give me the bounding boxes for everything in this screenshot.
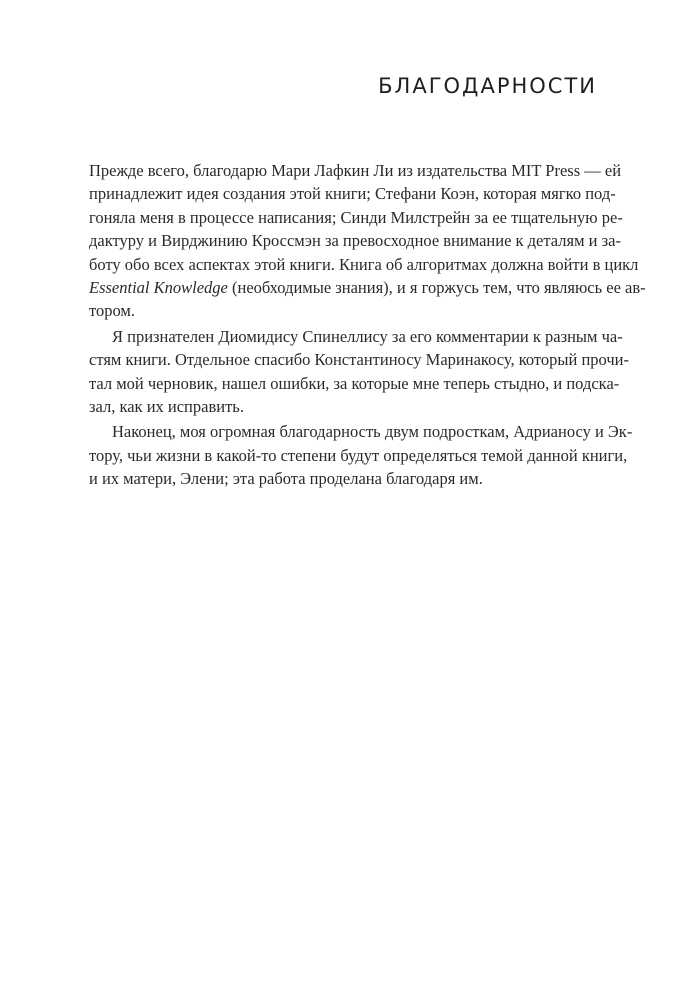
text-line-rest: (необходимые знания), и я горжусь тем, что являюсь ее ав- — [227, 277, 646, 297]
series-title: Essential Knowledge — [89, 277, 228, 297]
text-line: стям книги. Отдельное спасибо Константиносу Маринакосу, который прочи- — [89, 350, 629, 370]
text-line: и их матери, Элени; эта работа проделана благодаря им. — [89, 469, 483, 489]
text-line: тал мой черновик, нашел ошибки, за которые мне теперь стыдно, и подска- — [89, 373, 620, 393]
text-line: тору, чьи жизни в какой-то степени будут определяться темой данной книги, — [89, 445, 628, 465]
text-line: Я признателен Диомидису Спинеллису за его комментарии к разным ча- — [112, 326, 623, 346]
text-line: Наконец, моя огромная благодарность двум подросткам, Адрианосу и Эк- — [112, 422, 633, 442]
text-line: зал, как их исправить. — [89, 396, 244, 416]
text-line: принадлежит идея создания этой книги; Стефани Коэн, которая мягко под- — [89, 184, 616, 204]
paragraph-2 — [89, 325, 629, 419]
text-line: гоняла меня в процессе написания; Синди Милстрейн за ее тщательную ре- — [89, 207, 623, 227]
acknowledgements-text — [89, 159, 646, 490]
text-line: тором. — [89, 301, 135, 321]
text-line: Прежде всего, благодарю Мари Лафкин Ли из издательства MIT Press — ей — [89, 161, 622, 180]
page-title: БЛАГОДАРНОСТИ — [378, 74, 597, 98]
paragraph-1 — [89, 159, 646, 323]
text-line: дактуру и Вирджинию Кроссмэн за превосходное внимание к деталям и за- — [89, 231, 621, 251]
paragraph-3 — [89, 420, 633, 490]
text-line — [89, 276, 646, 299]
text-line: боту обо всех аспектах этой книги. Книга об алгоритмах должна войти в цикл — [89, 254, 639, 274]
